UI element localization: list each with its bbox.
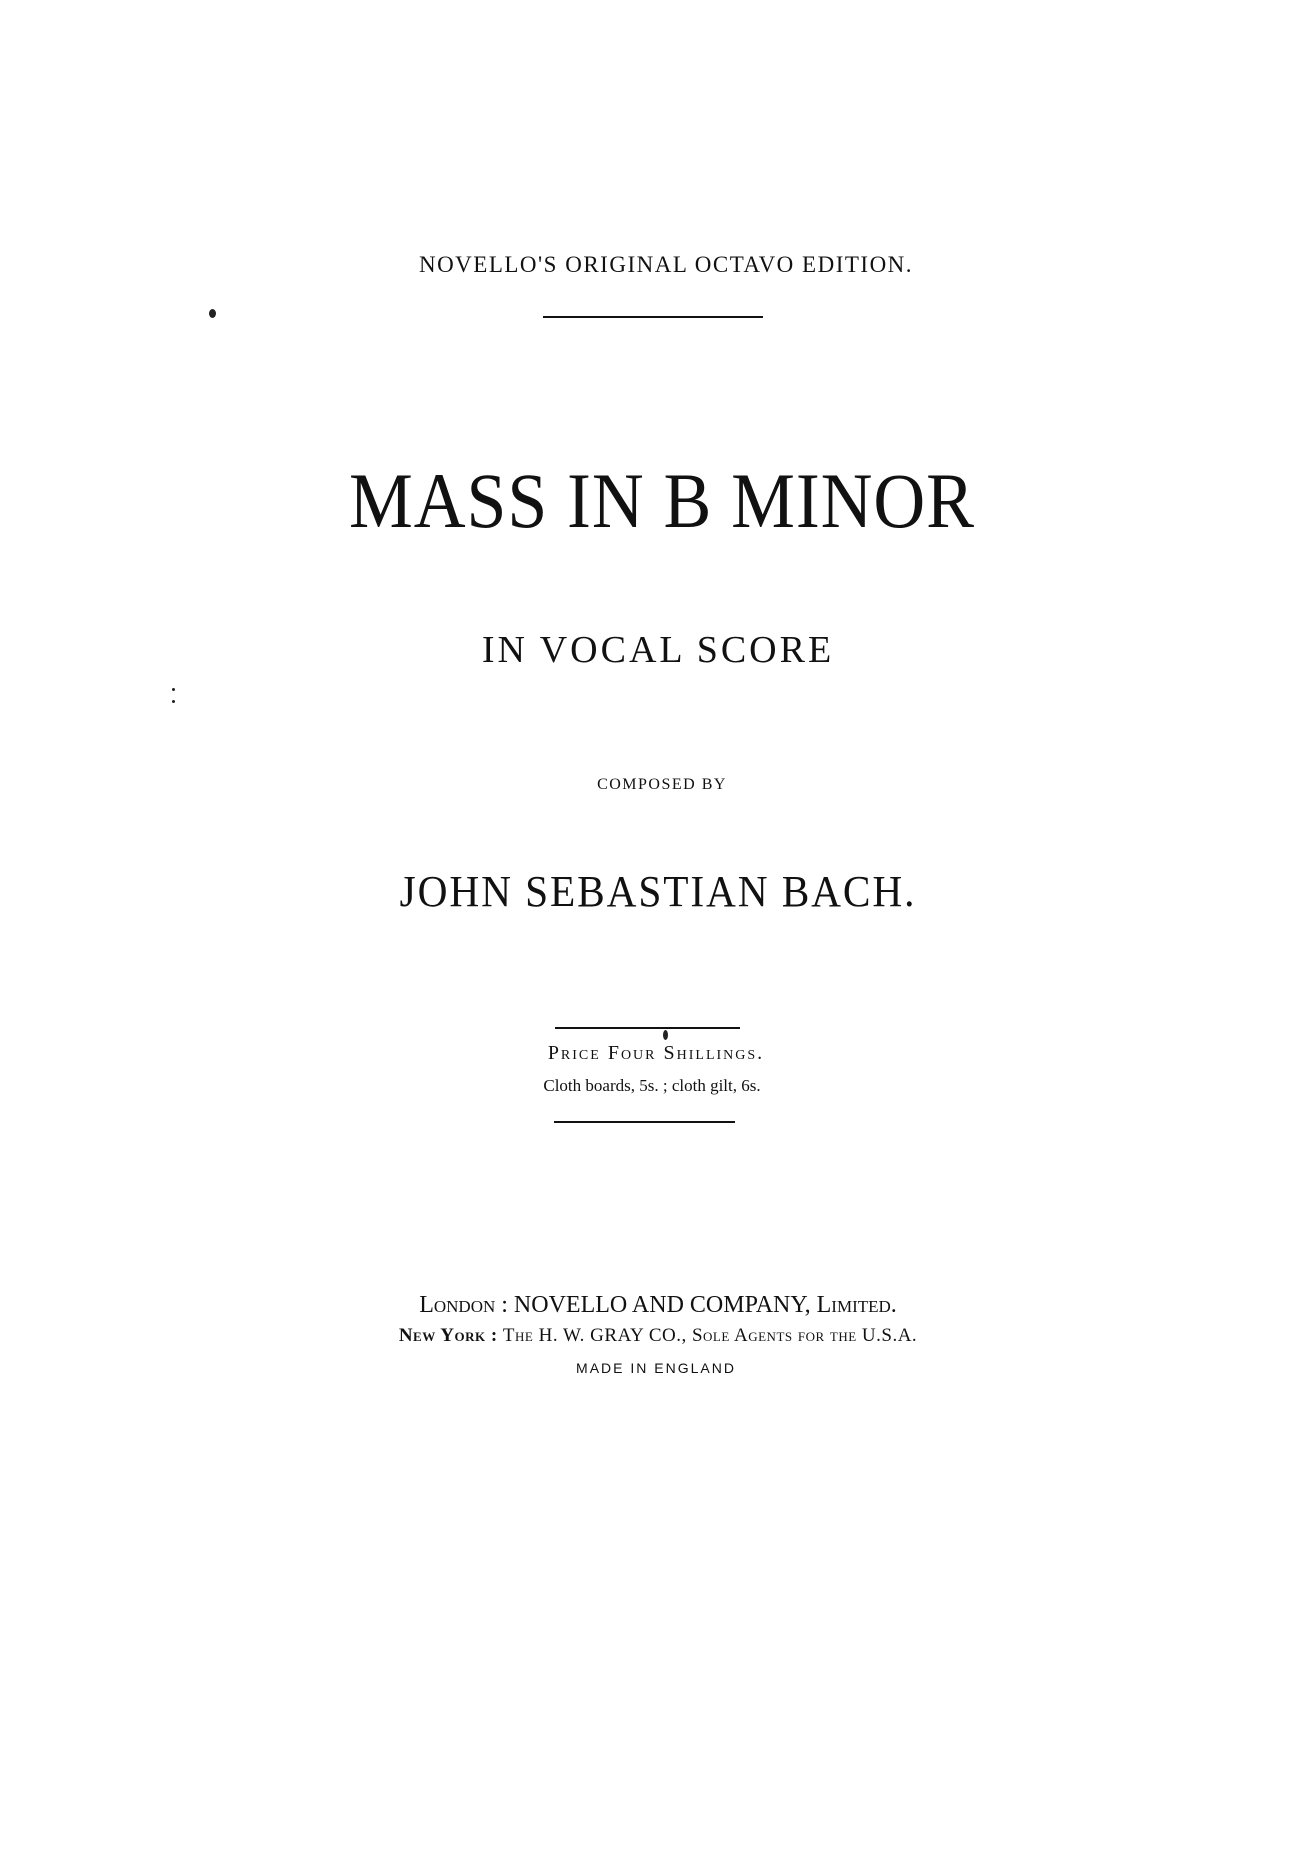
newyork-the: The	[502, 1325, 534, 1346]
binding-prices: Cloth boards, 5s. ; cloth gilt, 6s.	[543, 1076, 761, 1095]
composed-by-label: COMPOSED BY	[597, 776, 727, 793]
newyork-publisher: H. W. GRAY CO.,	[538, 1325, 687, 1346]
scan-speck	[172, 688, 175, 691]
work-title: MASS IN B MINOR	[349, 457, 975, 544]
divider-rule	[555, 1027, 740, 1029]
scan-speck	[663, 1030, 668, 1040]
publisher-london	[0, 1292, 1316, 1319]
divider-rule	[543, 316, 763, 318]
made-in-england: MADE IN ENGLAND	[576, 1360, 736, 1376]
scan-speck	[172, 700, 175, 703]
london-label: London :	[419, 1292, 508, 1318]
newyork-label: New York :	[398, 1325, 498, 1346]
price-line: Price Four Shillings.	[547, 1042, 765, 1064]
scan-speck	[209, 309, 216, 318]
work-subtitle: IN VOCAL SCORE	[481, 629, 835, 671]
edition-line: NOVELLO'S ORIGINAL OCTAVO EDITION.	[418, 252, 914, 277]
newyork-suffix: Sole Agents for the U.S.A.	[691, 1325, 918, 1346]
london-suffix: Limited.	[816, 1292, 897, 1318]
london-publisher: NOVELLO AND COMPANY,	[513, 1292, 811, 1318]
composer-name: JOHN SEBASTIAN BACH.	[399, 867, 917, 916]
divider-rule	[554, 1121, 735, 1123]
publisher-newyork	[0, 1325, 1316, 1347]
